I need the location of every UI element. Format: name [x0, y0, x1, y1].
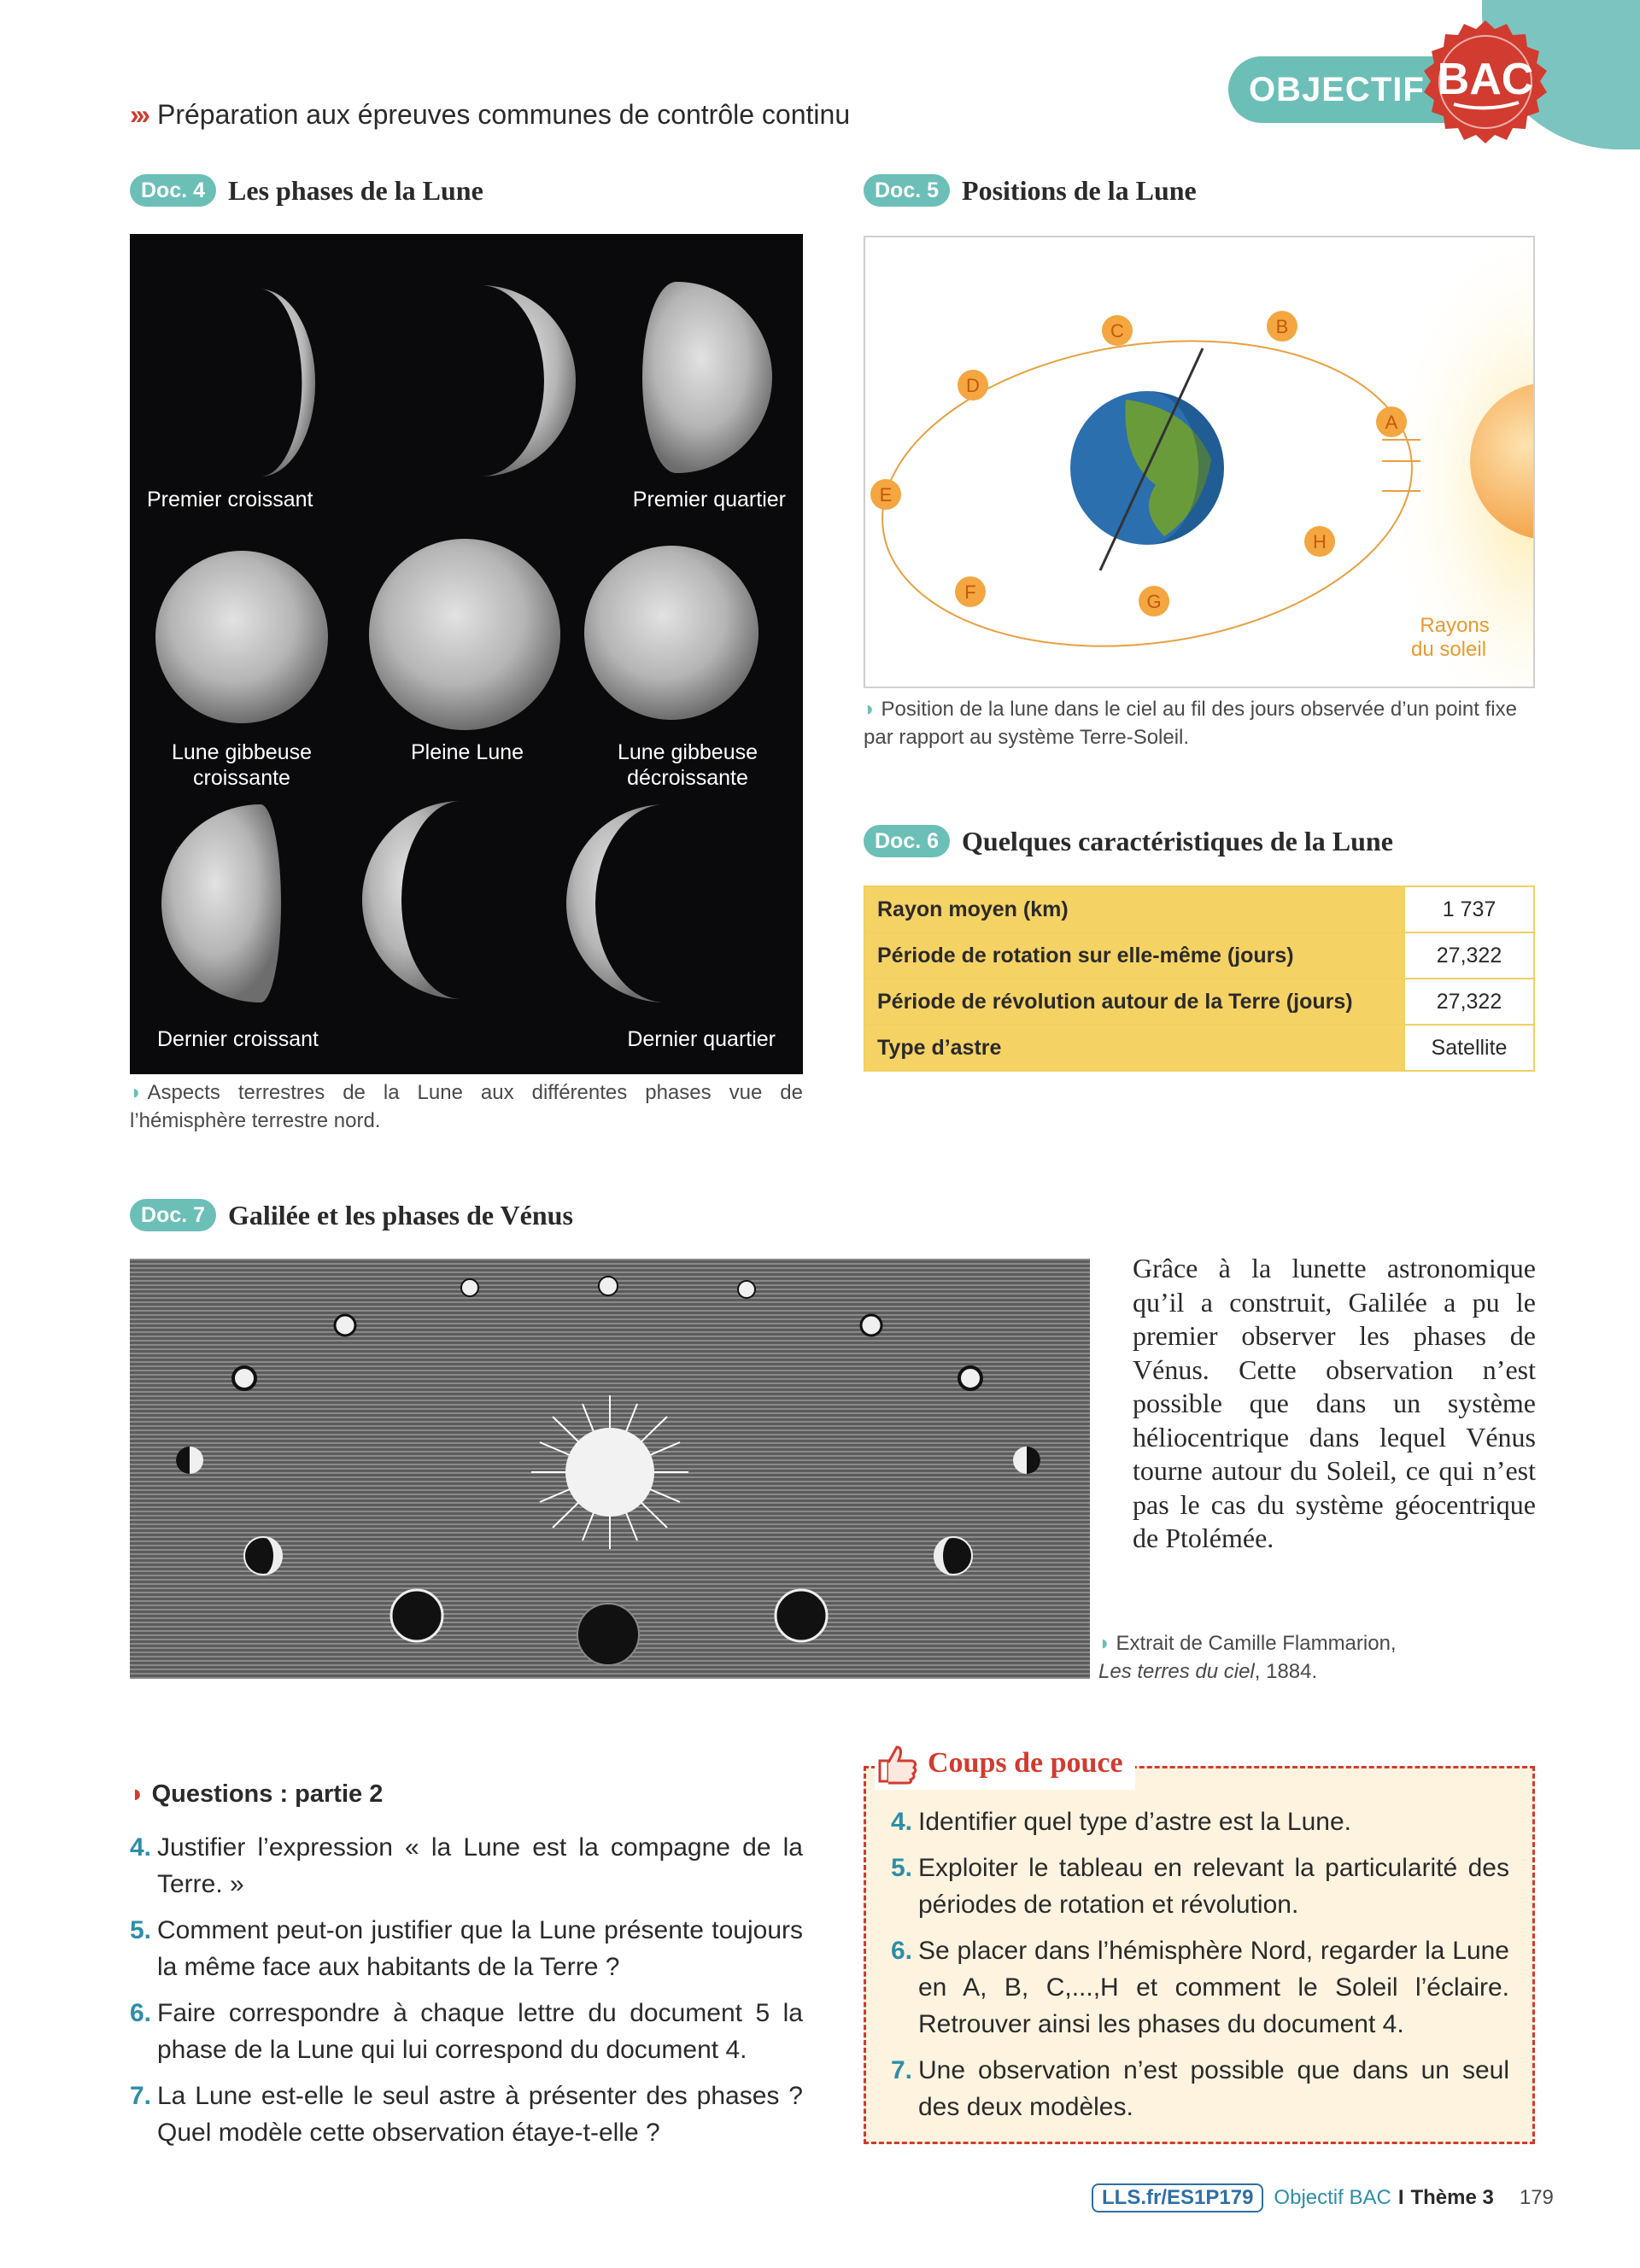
row-value: Satellite: [1404, 1025, 1534, 1071]
moon-dernier-croissant-middle: [362, 801, 461, 999]
row-value: 27,322: [1404, 932, 1534, 979]
table-row: [864, 1025, 1534, 1071]
doc7-tag: Doc. 7: [130, 1199, 216, 1231]
doc4-title: Les phases de la Lune: [228, 174, 483, 206]
orbit-graphic: [865, 237, 1535, 688]
question-text: Justifier l’expression « la Lune est la compagne de la Terre. »: [157, 1833, 803, 1898]
doc7-caption-end: , 1884.: [1254, 1660, 1318, 1683]
hint-item: [891, 1850, 1509, 1923]
doc6-tag: Doc. 6: [864, 825, 950, 857]
prep-text: Préparation aux épreuves communes de contrôle continu: [156, 99, 851, 130]
hints-list: [891, 1803, 1509, 2135]
question-number: 4.: [130, 1833, 152, 1862]
bac-seal: [1418, 19, 1553, 154]
question-item: [130, 2078, 803, 2151]
label-gibbeuse-croissante: Lune gibbeuse croissante: [171, 740, 313, 790]
question-number: 6.: [130, 1999, 152, 2027]
questions-title: [130, 1780, 383, 1809]
table-row: [864, 932, 1534, 979]
hint-number: 5.: [891, 1854, 913, 1882]
position-b-label: B: [1275, 316, 1289, 337]
table-row: [864, 979, 1534, 1025]
sun-engraving: [565, 1428, 654, 1517]
table-row: [864, 886, 1534, 932]
footer-objectif: Objectif BAC: [1274, 2186, 1391, 2209]
moon-dernier-quartier-left: [161, 804, 281, 1002]
hint-number: 6.: [891, 1937, 913, 1965]
label-premier-croissant: Premier croissant: [147, 488, 313, 511]
moon-gibbeuse-croissante: [155, 551, 328, 723]
moon-dernier-croissant-right: [566, 804, 665, 1002]
doc4-caption-text: Aspects terrestres de la Lune aux différentes phases vue de l’hémisphère terrestre nord.: [130, 1081, 803, 1132]
label-premier-quartier: Premier quartier: [632, 488, 786, 511]
doc7-caption-title: Les terres du ciel: [1098, 1660, 1255, 1683]
thumbs-up-icon: [875, 1740, 921, 1786]
doc4-heading: [130, 174, 483, 207]
bac-seal-icon: [1418, 19, 1553, 154]
doc5-tag: Doc. 5: [864, 174, 950, 207]
doc6-title: Quelques caractéristiques de la Lune: [962, 825, 1393, 856]
row-value: 1 737: [1404, 886, 1534, 932]
label-pleine-lune: Pleine Lune: [410, 740, 524, 764]
footer-link[interactable]: LLS.fr/ES1P179: [1092, 2183, 1263, 2212]
question-item: [130, 1829, 803, 1903]
hint-number: 4.: [891, 1808, 913, 1836]
position-f-label: F: [964, 582, 976, 603]
questions-list: [130, 1829, 803, 2160]
chevrons-icon: ›››: [130, 99, 147, 130]
doc7-title: Galilée et les phases de Vénus: [228, 1199, 573, 1230]
doc7-text: Grâce à la lunette astronomique qu’il a construit, Galilée a pu le premier observer les phases de Vénus. Cette observation n’est possible que dans un système héliocentrique dans lequel Vénus tourne autour du Soleil, ce qui n’est pas le cas du système géocentrique de Ptolémée.: [1133, 1253, 1536, 1553]
questions-title-text: Questions : partie 2: [151, 1780, 384, 1808]
label-dernier-quartier: Dernier quartier: [627, 1027, 776, 1051]
doc7-caption: [1098, 1629, 1543, 1686]
questions-marker-icon: ◗: [130, 1780, 145, 1808]
page-number: 179: [1519, 2186, 1554, 2209]
venus-phases-engraving: [130, 1259, 1090, 1679]
doc5-heading: [864, 174, 1197, 207]
position-a-label: A: [1385, 412, 1398, 433]
moon-characteristics-table: [864, 886, 1535, 1072]
doc5-caption: [864, 695, 1535, 751]
bac-label: BAC: [1437, 55, 1534, 104]
row-label: Rayon moyen (km): [864, 886, 1404, 932]
doc4-caption: [130, 1078, 803, 1135]
doc7-heading: [130, 1199, 573, 1231]
page-footer: [1092, 2183, 1554, 2212]
caption-marker-icon: ◗: [130, 1081, 143, 1104]
hint-text: Exploiter le tableau en relevant la particularité des périodes de rotation et révolution.: [918, 1854, 1509, 1919]
label-dernier-croissant: Dernier croissant: [157, 1027, 319, 1051]
hint-item: [891, 1932, 1509, 2043]
hint-item: [891, 2052, 1509, 2125]
row-label: Période de rotation sur elle-même (jours): [864, 932, 1404, 979]
question-text: Faire correspondre à chaque lettre du document 5 la phase de la Lune qui lui correspond du document 4.: [157, 1999, 803, 2064]
question-item: [130, 1912, 803, 1985]
section-subtitle: [130, 99, 850, 131]
moon-orbit-diagram: [864, 236, 1535, 688]
position-h-label: H: [1313, 531, 1327, 552]
hint-number: 7.: [891, 2056, 913, 2084]
hint-item: [891, 1803, 1509, 1840]
position-g-label: G: [1146, 591, 1162, 612]
question-item: [130, 1995, 803, 2068]
moon-phases-image: [130, 234, 803, 1074]
sun-rays-label-line2: du soleil: [1410, 638, 1487, 661]
question-number: 7.: [130, 2082, 152, 2110]
hint-text: Identifier quel type d’astre est la Lune.: [918, 1808, 1351, 1836]
hint-text: Une observation n’est possible que dans un seul des deux modèles.: [918, 2056, 1509, 2121]
moon-premier-croissant-2: [480, 285, 576, 476]
row-label: Période de révolution autour de la Terre (jours): [864, 979, 1404, 1025]
doc6-heading: [864, 825, 1393, 857]
venus-phases-graphic: [130, 1259, 1090, 1679]
position-c-label: C: [1110, 320, 1124, 342]
hint-text: Se placer dans l’hémisphère Nord, regarder la Lune en A, B, C,...,H et comment le Soleil l’éclaire. Retrouver ainsi les phases du document 4.: [918, 1937, 1509, 2038]
moon-premier-quartier: [642, 282, 772, 473]
question-text: La Lune est-elle le seul astre à présenter des phases ? Quel modèle cette observation étaye-t-elle ?: [157, 2082, 803, 2147]
moon-phases-graphic: [130, 234, 803, 1074]
objectif-label: OBJECTIF: [1249, 71, 1425, 108]
moon-pleine: [369, 539, 560, 730]
label-gibbeuse-decroissante: Lune gibbeuse décroissante: [617, 740, 758, 790]
caption-marker-icon: ◗: [1098, 1632, 1111, 1655]
moon-gibbeuse-decroissante: [584, 546, 758, 720]
sun-rays-label-line1: Rayons: [1420, 614, 1490, 637]
position-e-label: E: [879, 484, 893, 506]
doc5-title: Positions de la Lune: [962, 174, 1197, 206]
doc7-caption-line1: Extrait de Camille Flammarion,: [1116, 1632, 1397, 1655]
doc4-tag: Doc. 4: [130, 174, 216, 207]
row-value: 27,322: [1404, 979, 1534, 1025]
hints-heading: [875, 1737, 1135, 1790]
moon-premier-croissant-1: [260, 289, 315, 477]
question-number: 5.: [130, 1916, 152, 1944]
caption-marker-icon: ◗: [864, 698, 876, 721]
footer-theme: Thème 3: [1410, 2186, 1494, 2209]
doc5-caption-text: Position de la lune dans le ciel au fil des jours observée d’un point fixe par rapport au système Terre-Soleil.: [864, 698, 1517, 749]
question-text: Comment peut-on justifier que la Lune présente toujours la même face aux habitants de la Terre ?: [157, 1916, 803, 1981]
hints-title: Coups de pouce: [928, 1747, 1123, 1779]
position-d-label: D: [966, 375, 980, 396]
footer-separator: I: [1397, 2186, 1404, 2209]
row-label: Type d’astre: [864, 1025, 1404, 1071]
